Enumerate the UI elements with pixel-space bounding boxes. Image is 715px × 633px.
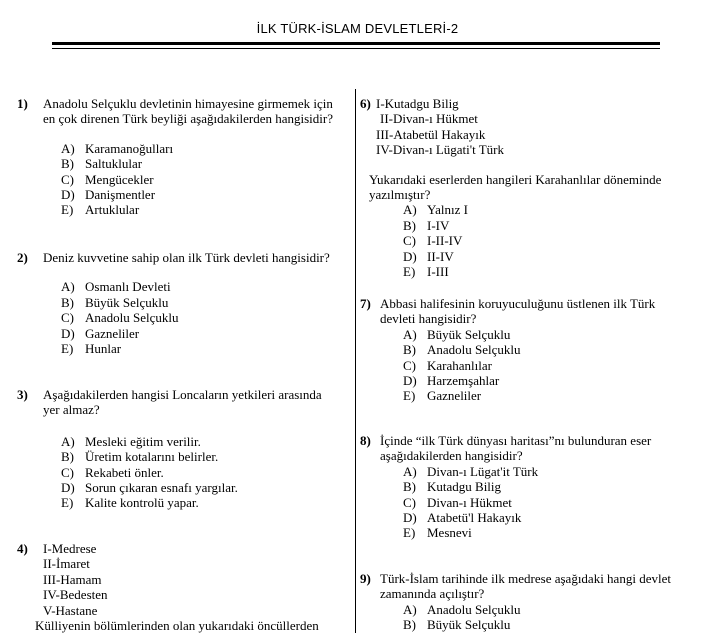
option-c[interactable]: C) Divan-ı Hükmet [403,494,512,510]
option-a[interactable]: A) Anadolu Selçuklu [403,601,521,617]
option-b[interactable]: B) Büyük Selçuklu [61,294,169,310]
premise-item: IV-Divan-ı Lügati't Türk [376,142,504,158]
option-c[interactable]: C) Karahanlılar [403,357,492,373]
option-d[interactable]: D) Danişmentler [61,187,156,203]
question-number: 4) [17,541,28,556]
question-3 [17,387,347,511]
question-text: İçinde “ilk Türk dünyası haritası”nı bulunduran eser [380,433,652,448]
question-number: 8) [360,433,371,448]
option-b[interactable]: B) Saltuklular [61,156,143,172]
option-b[interactable]: B) Anadolu Selçuklu [403,342,521,358]
question-text: yer almaz? [43,402,100,418]
question-text: aşağıdakilerden hangisidir? [380,448,523,464]
question-8 [360,433,690,541]
option-a[interactable]: A) Büyük Selçuklu [403,326,511,342]
option-d[interactable]: D) Atabetü'l Hakayık [403,510,522,526]
answer-options [17,434,347,511]
question-2 [17,250,347,356]
answer-options [17,279,347,356]
question-4 [17,541,347,633]
premise-item: II-Divan-ı Hükmet [380,111,478,127]
option-a[interactable]: A) Yalnız I [403,202,468,218]
question-number: 1) [17,96,28,111]
option-b[interactable]: B) I-IV [403,217,450,233]
premise-item: I-Kutadgu Bilig [376,96,459,111]
question-number: 6) [360,96,371,111]
option-a[interactable]: A) Karamanoğulları [61,140,174,156]
answer-options [360,602,690,633]
question-6 [360,96,690,279]
option-d[interactable]: D) II-IV [403,248,454,264]
question-text: Yukarıdaki eserlerden hangileri Karahanlılar döneminde [369,171,662,187]
question-text: devleti hangisidir? [380,311,477,327]
question-text: Aşağıdakilerden hangisi Loncaların yetkileri arasında [43,387,322,402]
premise-item: IV-Bedesten [43,587,108,603]
option-a[interactable]: A) Mesleki eğitim verilir. [61,433,201,449]
premise-item: III-Hamam [43,571,102,587]
header-rule-thick [52,42,660,45]
option-e[interactable]: E) Artuklular [61,202,140,218]
option-c[interactable]: C) Rekabeti önler. [61,464,164,480]
option-c[interactable]: C) Mengücekler [61,171,154,187]
option-d[interactable]: D) Sorun çıkaran esnafı yargılar. [61,480,238,496]
question-text: Anadolu Selçuklu devletinin himayesine girmemek için [43,96,333,111]
option-e[interactable]: E) Kalite kontrolü yapar. [61,495,199,511]
option-e[interactable]: E) Mesnevi [403,525,472,541]
option-d[interactable]: D) Harzemşahlar [403,373,500,389]
premise-item: II-İmaret [43,556,90,572]
option-a[interactable]: A) Osmanlı Devleti [61,279,171,295]
option-e[interactable]: E) Gazneliler [403,388,482,404]
premise-item: III-Atabetül Hakayık [376,126,486,142]
question-text: zamanında açılıştır? [380,586,485,602]
question-9 [360,571,690,633]
option-c[interactable]: C) I-II-IV [403,233,463,249]
question-number: 2) [17,250,28,265]
question-number: 9) [360,571,371,586]
option-d[interactable]: D) Gazneliler [61,325,140,341]
premise-item: I-Medrese [43,541,97,556]
question-text: Abbasi halifesinin koruyuculuğunu üstlenen ilk Türk [380,296,656,311]
question-text: Türk-İslam tarihinde ilk medrese aşağıdaki hangi devlet [380,571,671,586]
option-b[interactable]: B) Üretim kotalarını belirler. [61,449,219,465]
question-7 [360,296,690,404]
answer-options [360,202,690,279]
column-divider [355,89,356,633]
answer-options [360,327,690,404]
premise-item: V-Hastane [43,602,98,618]
option-b[interactable]: B) Büyük Selçuklu [403,617,511,633]
option-e[interactable]: E) I-III [403,264,449,280]
option-a[interactable]: A) Divan-ı Lügat'it Türk [403,463,539,479]
option-c[interactable]: C) Anadolu Selçuklu [61,310,179,326]
option-b[interactable]: B) Kutadgu Bilig [403,479,502,495]
answer-options [360,464,690,541]
question-text: Deniz kuvvetine sahip olan ilk Türk devleti hangisidir? [43,250,330,265]
header-rule-thin [52,48,660,49]
question-text: en çok direnen Türk beyliği aşağıdakilerden hangisidir? [43,111,333,127]
option-e[interactable]: E) Hunlar [61,341,122,357]
question-1 [17,96,347,218]
question-number: 3) [17,387,28,402]
page-title: İLK TÜRK-İSLAM DEVLETLERİ-2 [256,21,459,36]
answer-options [17,141,347,218]
question-text: Külliyenin bölümlerinden olan yukarıdaki öncüllerden [35,618,319,633]
question-text: yazılmıştır? [369,187,431,203]
question-number: 7) [360,296,371,311]
